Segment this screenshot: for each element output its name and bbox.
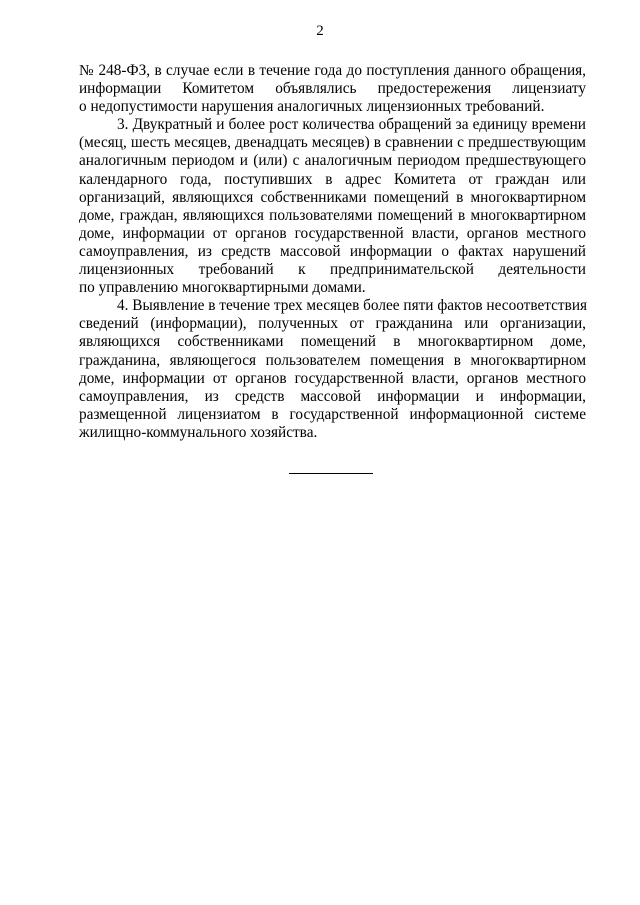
text-line: организаций, являющихся собственниками помещений в многоквартирном <box>79 188 586 206</box>
text-line: № 248-ФЗ, в случае если в течение года до поступления данного обращения, <box>79 62 586 79</box>
end-separator-line <box>289 473 373 474</box>
text-line: информации Комитетом объявлялись предостережения лицензиату <box>79 80 586 98</box>
text-line: сведений (информации), полученных от гражданина или организации, <box>79 315 586 333</box>
text-line: календарного года, поступивших в адрес Комитета от граждан или <box>79 170 586 188</box>
text-line: жилищно-коммунального хозяйства. <box>79 423 318 441</box>
text-line: доме, информации от органов государственной власти, органов местного <box>79 224 586 242</box>
paragraph-item-4 <box>79 297 586 442</box>
text-line: являющихся собственниками помещений в многоквартирном доме, <box>79 333 586 351</box>
text-line: 4. Выявление в течение трех месяцев более пяти фактов несоответствия <box>117 297 588 315</box>
page-number: 2 <box>316 23 324 39</box>
text-line: о недопустимости нарушения аналогичных лицензионных требований. <box>79 98 545 116</box>
paragraph-item-3 <box>79 116 586 297</box>
text-line: доме, граждан, являющихся пользователями помещений в многоквартирном <box>79 206 586 224</box>
text-line: доме, информации от органов государственной власти, органов местного <box>79 369 586 387</box>
text-line: аналогичным периодом и (или) с аналогичным периодом предшествующего <box>79 152 586 170</box>
text-line: размещенной лицензиатом в государственной информационной системе <box>79 405 586 423</box>
paragraph-continuation <box>79 62 586 116</box>
text-line: лицензионных требований к предпринимательской деятельности <box>79 261 586 279</box>
text-line: (месяц, шесть месяцев, двенадцать месяцев) в сравнении с предшествующим <box>79 134 586 152</box>
text-line: по управлению многоквартирными домами. <box>79 279 366 297</box>
text-line: самоуправления, из средств массовой информации о фактах нарушений <box>79 242 586 260</box>
document-body <box>79 62 586 442</box>
text-line: гражданина, являющегося пользователем помещения в многоквартирном <box>79 351 586 369</box>
text-line: самоуправления, из средств массовой информации и информации, <box>79 387 586 405</box>
text-line: 3. Двукратный и более рост количества обращений за единицу времени <box>117 116 586 134</box>
